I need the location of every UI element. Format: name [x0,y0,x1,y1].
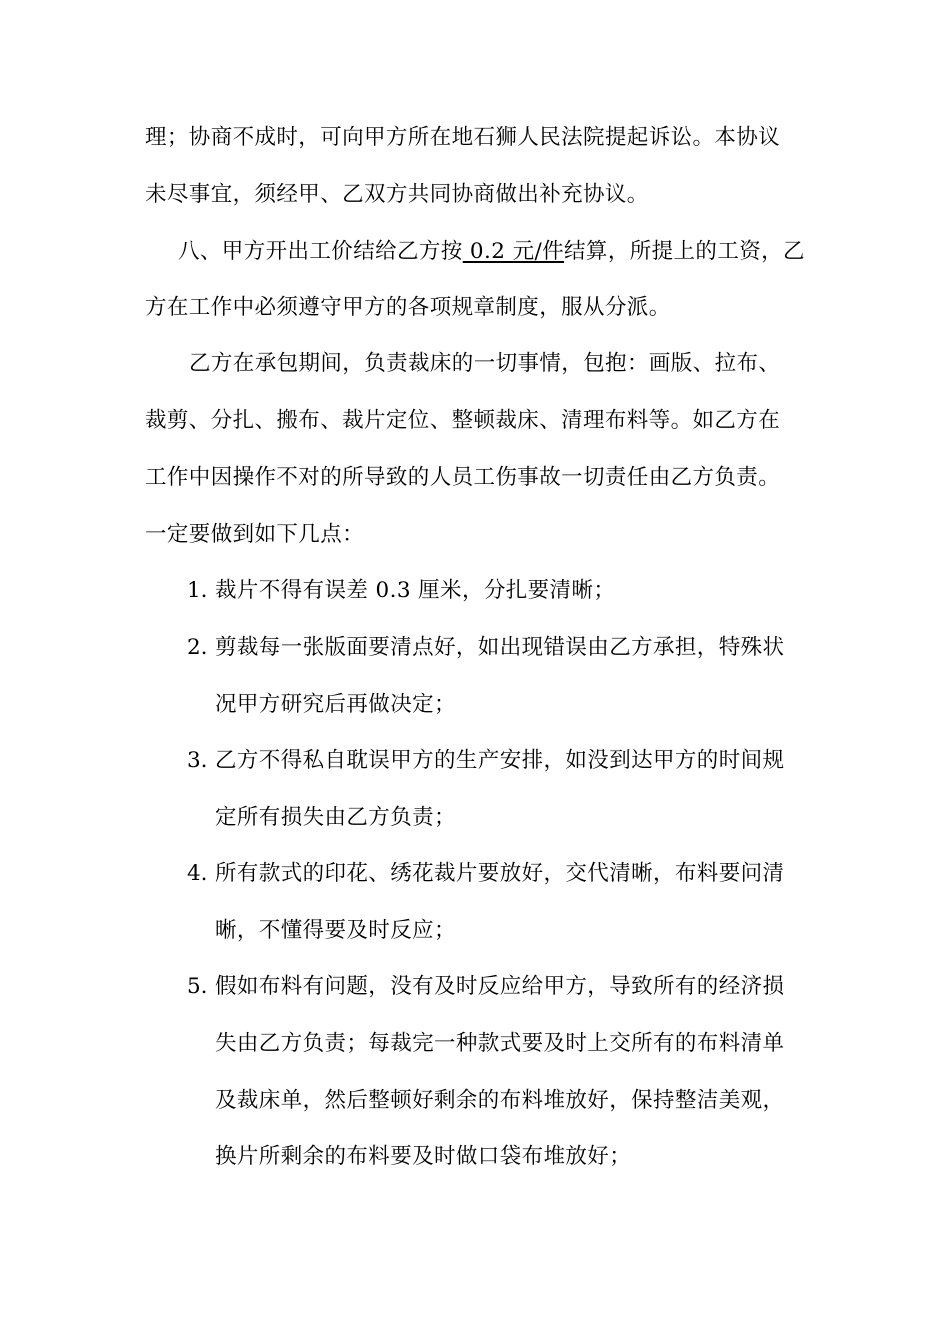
list-item-5-line-1: 假如布料有问题，没有及时反应给甲方，导致所有的经济损 [215,974,785,999]
paragraph-9-line-2: 裁剪、分扎、搬布、裁片定位、整顿裁床、清理布料等。如乙方在 [145,408,781,433]
paragraph-8-text-before-rate: 八、甲方开出工价结给乙方按 [178,239,463,264]
paragraph-9-line-1: 乙方在承包期间，负责裁床的一切事情，包抱：画版、拉布、 [189,351,781,376]
list-item-2-line-2: 况甲方研究后再做决定； [215,692,456,717]
piece-rate: 0.2 元/件 [462,239,565,264]
list-item-5-line-3: 及裁床单，然后整顿好剩余的布料堆放好，保持整洁美观， [215,1088,785,1113]
paragraph-9-line-3: 工作中因操作不对的所导致的人员工伤事故一切责任由乙方负责。 [145,465,781,490]
list-item-1-line-1: 裁片不得有误差 0.3 厘米，分扎要清晰； [215,578,616,603]
list-item-3-line-2: 定所有损失由乙方负责； [215,805,456,830]
paragraph-8-line-2: 方在工作中必须遵守甲方的各项规章制度，服从分派。 [145,295,671,320]
list-item-4-line-1: 所有款式的印花、绣花裁片要放好，交代清晰，布料要问清 [215,861,785,886]
list-item-5-line-4: 换片所剩余的布料要及时做口袋布堆放好； [215,1144,632,1169]
paragraph-8-text-after-rate: 结算，所提上的工资，乙 [564,239,805,264]
list-item-5-line-2: 失由乙方负责；每裁完一种款式要及时上交所有的布料清单 [215,1031,785,1056]
list-item-1-number: 1. [187,578,208,603]
paragraph-7-continuation-line-2: 未尽事宜，须经甲、乙双方共同协商做出补充协议。 [145,182,649,207]
list-item-2-number: 2. [187,635,208,660]
paragraph-10-line-1: 一定要做到如下几点： [145,522,365,547]
list-item-5-number: 5. [187,974,208,999]
list-item-3-number: 3. [187,748,208,773]
list-item-4-line-2: 晰，不懂得要及时反应； [215,918,456,943]
list-item-4-number: 4. [187,861,208,886]
list-item-3-line-1: 乙方不得私自耽误甲方的生产安排，如没到达甲方的时间规 [215,748,785,773]
paragraph-8-line-1 [178,237,810,267]
paragraph-7-continuation-line-1: 理；协商不成时，可向甲方所在地石狮人民法院提起诉讼。本协议 [145,125,781,150]
list-item-2-line-1: 剪裁每一张版面要清点好，如出现错误由乙方承担，特殊状 [215,635,785,660]
